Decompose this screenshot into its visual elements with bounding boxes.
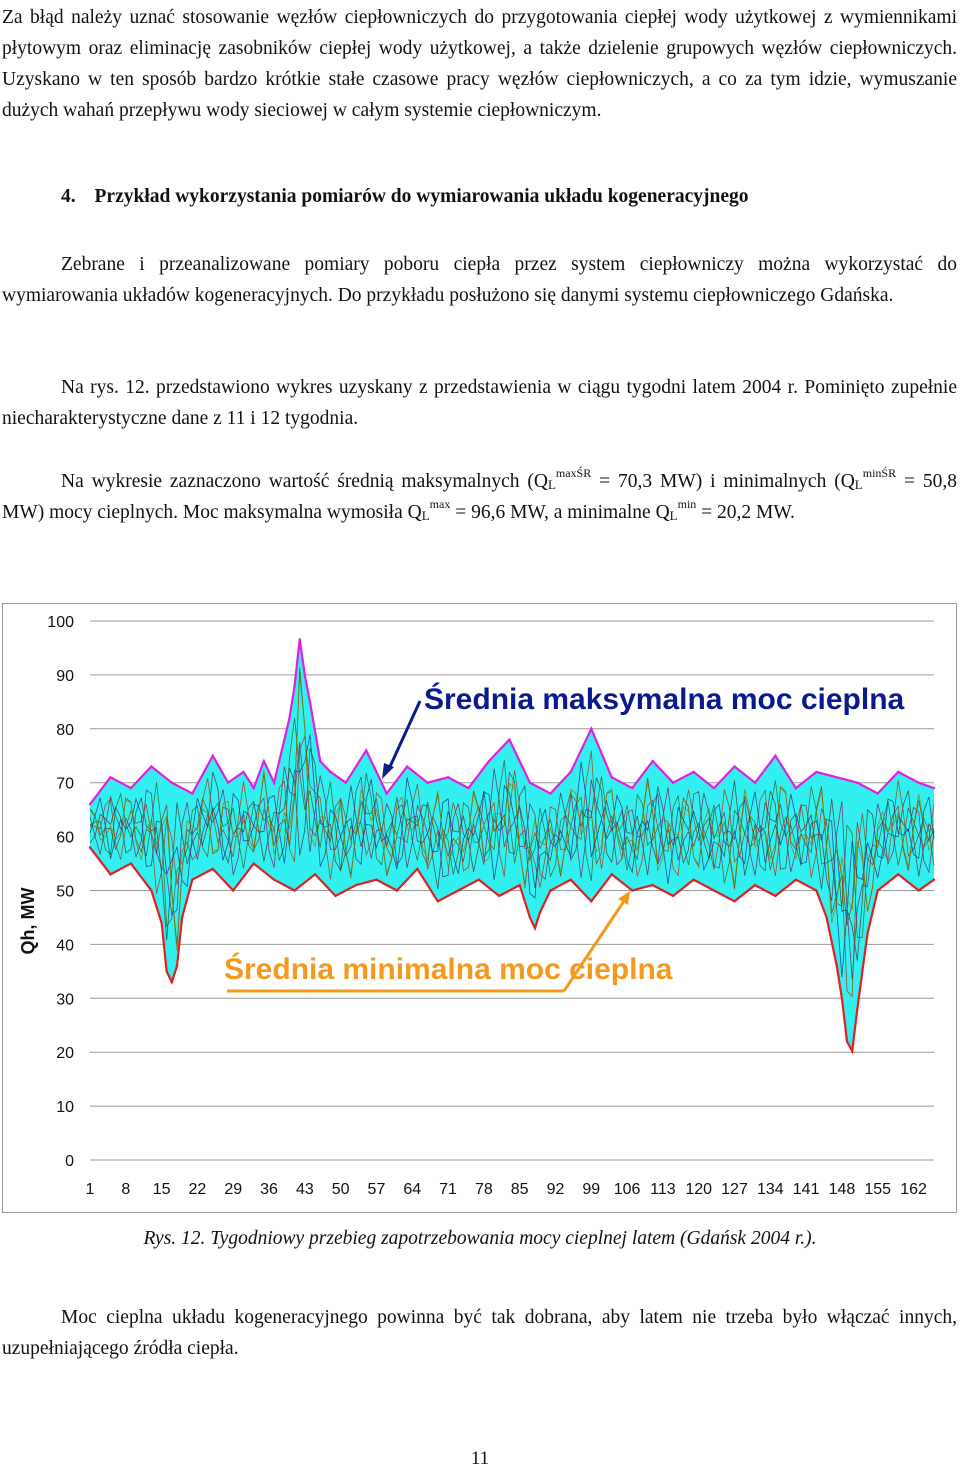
p4-text-4: = 96,6 MW, a minimalne Q [450, 502, 670, 523]
min-series-point [815, 889, 817, 891]
max-series-point [109, 776, 111, 778]
max-series-point [150, 765, 152, 767]
p4-sup-3: max [429, 497, 451, 511]
max-series-point [467, 787, 469, 789]
p4-sub-3: L [421, 508, 430, 523]
max-series-point [252, 787, 254, 789]
x-tick-label: 162 [900, 1181, 927, 1198]
min-series-point [314, 873, 316, 875]
max-series-point [856, 782, 858, 784]
max-series-point [774, 755, 776, 757]
section-title: Przykład wykorzystania pomiarów do wymiarowania układu kogeneracyjnego [94, 186, 749, 207]
x-tick-label: 148 [828, 1181, 856, 1198]
max-series-point [529, 782, 531, 784]
min-series-point [825, 916, 827, 918]
paragraph-4 [2, 466, 957, 528]
paragraph-2: Zebrane i przeanalizowane pomiary poboru ciepła przez system ciepłowniczy można wykorzystać do wymiarowania układów kogeneracyjnych. Do przykładu posłużono się danymi systemu ciepłowniczego Gdańska. [2, 254, 957, 306]
section-heading [61, 186, 749, 208]
min-series-point [570, 879, 572, 881]
x-tick-label: 57 [367, 1181, 386, 1198]
max-series-point [733, 765, 735, 767]
min-series-point [171, 981, 173, 983]
max-series-point [426, 782, 428, 784]
min-series-point [692, 879, 694, 881]
max-series-point [304, 674, 306, 676]
x-tick-label: 127 [721, 1181, 748, 1198]
max-series-point [611, 776, 613, 778]
min-series-point [897, 873, 899, 875]
min-series-point [176, 965, 178, 967]
paragraph-1: Za błąd należy uznać stosowanie węzłów ciepłowniczych do przygotowania ciepłej wody użytkowej z wymiennikami płytowym oraz eliminację zasobników ciepłej wody użytkowej, a także dzielenie grupowych węzłów ciepłowniczych. Uzyskano w ten sposób bardzo krótkie stałe czasowe pracy węzłów ciepłowniczych, a co za tym idzie, wymuszanie dużych wahań przepływu wody sieciowej w całym systemie ciepłowniczym. [2, 7, 957, 121]
min-series-point [856, 1008, 858, 1010]
max-series-point [365, 749, 367, 751]
max-series-point [692, 771, 694, 773]
max-series-point [508, 738, 510, 740]
x-tick-label: 15 [152, 1181, 171, 1198]
min-series-point [631, 889, 633, 891]
x-tick-label: 99 [582, 1181, 601, 1198]
max-series-point [815, 771, 817, 773]
x-tick-label: 92 [546, 1181, 565, 1198]
max-series-point [345, 782, 347, 784]
p4-sub-2: L [854, 477, 863, 492]
p4-sup-2: minŚR [862, 466, 897, 480]
max-series-point [319, 760, 321, 762]
min-series-point [713, 889, 715, 891]
min-series-point [457, 889, 459, 891]
y-tick-label: 10 [56, 1099, 74, 1117]
page-number: 11 [470, 1448, 490, 1469]
min-series-point [160, 922, 162, 924]
max-series-point [795, 787, 797, 789]
max-series-point [836, 776, 838, 778]
min-series-point [150, 889, 152, 891]
min-series-point [478, 879, 480, 881]
min-series-point [549, 889, 551, 891]
min-series-point [917, 889, 919, 891]
x-tick-label: 8 [121, 1181, 131, 1198]
y-axis-label: Qh, MW [18, 887, 38, 955]
min-series-point [89, 846, 91, 848]
min-series-point [518, 884, 520, 886]
max-series-point [227, 782, 229, 784]
annotation-min-label: Średnia minimalna moc cieplna [224, 953, 673, 986]
x-tick-label: 36 [260, 1181, 278, 1198]
min-series-point [396, 889, 398, 891]
y-tick-label: 80 [56, 721, 74, 739]
p4-text-3: = 50,8 MW) mocy cieplnych. Moc maksymalna wymosiła Q [2, 471, 957, 523]
x-tick-label: 113 [650, 1181, 676, 1198]
x-tick-label: 50 [331, 1181, 350, 1198]
min-series-point [672, 895, 674, 897]
min-series-point [498, 895, 500, 897]
max-series-point [713, 787, 715, 789]
p4-sub-4: L [669, 508, 678, 523]
p4-text-5: = 20,2 MW. [696, 502, 795, 523]
section-number: 4. [61, 186, 76, 207]
max-series-point [130, 787, 132, 789]
x-tick-label: 1 [85, 1181, 95, 1198]
y-tick-label: 70 [56, 775, 74, 793]
min-series-point [529, 916, 531, 918]
max-series-point [283, 738, 285, 740]
min-series-point [375, 879, 377, 881]
min-series-point [355, 884, 357, 886]
x-tick-label: 71 [439, 1181, 457, 1198]
x-tick-label: 106 [613, 1181, 641, 1198]
min-series-point [836, 965, 838, 967]
max-series-point [917, 782, 919, 784]
min-series-point [293, 889, 295, 891]
p4-text-2: = 70,3 MW) i minimalnych (Q [591, 471, 855, 492]
x-tick-label: 29 [224, 1181, 243, 1198]
max-series-point [651, 760, 653, 762]
p4-sub-1: L [547, 477, 556, 492]
x-tick-label: 141 [792, 1181, 820, 1198]
p4-sup-4: min [677, 497, 697, 511]
x-tick-label: 85 [510, 1181, 529, 1198]
min-series-point [416, 868, 418, 870]
x-tick-label: 78 [474, 1181, 493, 1198]
min-series-point [232, 889, 234, 891]
min-series-point [191, 879, 193, 881]
min-series-point [841, 997, 843, 999]
max-series-point [570, 771, 572, 773]
x-tick-label: 43 [295, 1181, 314, 1198]
min-series-point [774, 895, 776, 897]
max-series-point [672, 782, 674, 784]
min-series-point [252, 862, 254, 864]
max-series-point [273, 782, 275, 784]
y-tick-label: 30 [56, 991, 74, 1009]
y-tick-label: 60 [56, 829, 74, 847]
min-series-point [590, 900, 592, 902]
max-series-point [171, 782, 173, 784]
min-series-point [933, 879, 935, 881]
y-tick-label: 100 [47, 614, 74, 631]
max-series-point [293, 684, 295, 686]
min-series-point [651, 884, 653, 886]
max-series-point [877, 792, 879, 794]
figure-caption: Rys. 12. Tygodniowy przebieg zapotrzebowania mocy cieplnej latem (Gdańsk 2004 r.). [143, 1228, 817, 1249]
x-tick-label: 22 [188, 1181, 207, 1198]
x-tick-label: 64 [403, 1181, 422, 1198]
min-series-point [181, 916, 183, 918]
min-series-point [877, 889, 879, 891]
max-series-point [89, 803, 91, 805]
max-series-point [406, 765, 408, 767]
max-series-point [329, 771, 331, 773]
x-tick-label: 120 [685, 1181, 713, 1198]
max-series-point [754, 782, 756, 784]
heat-demand-chart [2, 603, 957, 1213]
max-series-point [385, 792, 387, 794]
max-series-point [191, 792, 193, 794]
max-series-point [488, 760, 490, 762]
min-series-point [334, 895, 336, 897]
min-series-point [754, 884, 756, 886]
max-series-point [263, 760, 265, 762]
annotation-max-label: Średnia maksymalna moc cieplna [424, 683, 905, 716]
paragraph-3: Na rys. 12. przedstawiono wykres uzyskany z przedstawienia w ciągu tygodni latem 2004 r. Pominięto zupełnie niecharakterystyczne dane z 11 i 12 tygodnia. [2, 377, 957, 429]
min-series-point [539, 911, 541, 913]
min-series-point [611, 873, 613, 875]
max-series-point [299, 638, 301, 640]
max-series-point [631, 787, 633, 789]
min-series-point [795, 879, 797, 881]
y-tick-label: 50 [56, 883, 74, 901]
paragraph-5: Moc cieplna układu kogeneracyjnego powinna być tak dobrana, aby latem nie trzeba było włączać innych, uzupełniającego źródła ciepła. [2, 1307, 957, 1359]
max-series-point [590, 728, 592, 730]
min-series-point [273, 879, 275, 881]
min-series-point [109, 873, 111, 875]
max-series-point [897, 771, 899, 773]
min-series-point [166, 970, 168, 972]
p4-sup-1: maxŚR [555, 466, 592, 480]
max-series-point [447, 776, 449, 778]
min-series-point [130, 862, 132, 864]
min-series-point [846, 1040, 848, 1042]
max-series-point [309, 701, 311, 703]
x-tick-label: 134 [756, 1181, 784, 1198]
y-tick-label: 40 [56, 937, 74, 955]
min-series-point [534, 927, 536, 929]
y-tick-label: 90 [56, 667, 74, 685]
p4-text-1: Na wykresie zaznaczono wartość średnią maksymalnych (Q [61, 471, 548, 492]
min-series-point [437, 900, 439, 902]
min-series-point [866, 932, 868, 934]
y-tick-label: 20 [56, 1045, 74, 1063]
min-series-point [851, 1050, 853, 1052]
max-series-point [549, 792, 551, 794]
max-series-point [933, 787, 935, 789]
max-series-point [288, 717, 290, 719]
max-series-point [212, 755, 214, 757]
x-tick-label: 155 [864, 1181, 892, 1198]
min-series-point [733, 900, 735, 902]
y-tick-label: 0 [65, 1153, 74, 1170]
min-series-point [212, 868, 214, 870]
max-series-point [242, 771, 244, 773]
